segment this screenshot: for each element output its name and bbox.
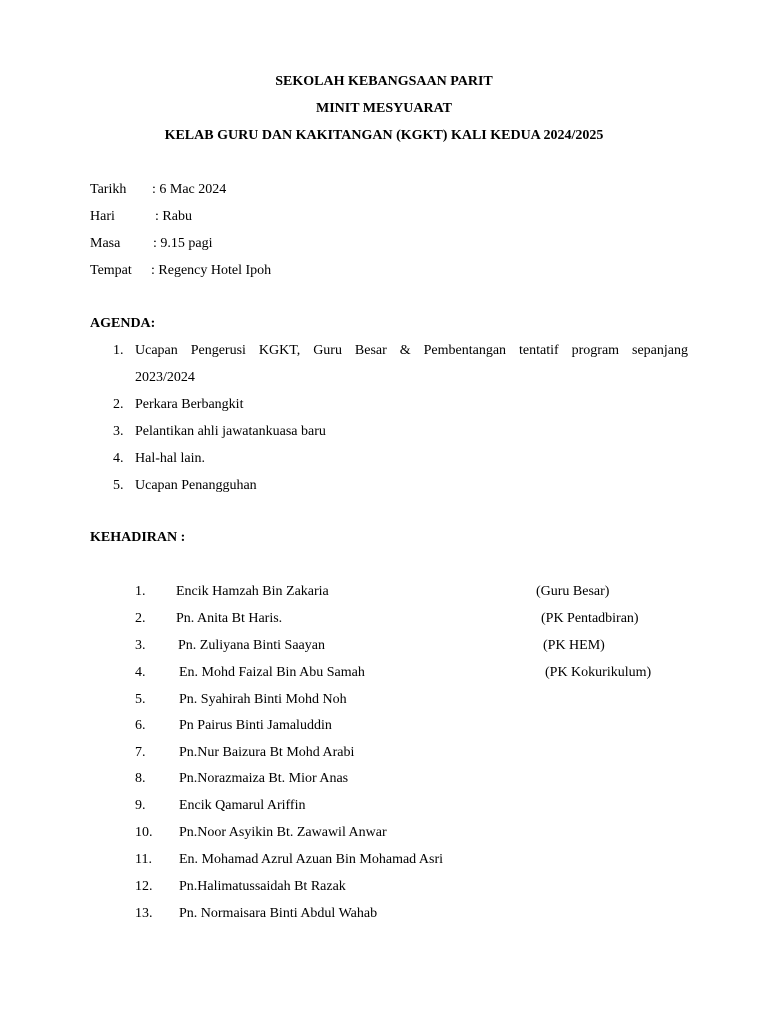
agenda-item-text: Ucapan Pengerusi KGKT, Guru Besar & Pembentangan tentatif program sepanjang [135,343,688,358]
attendance-name: Encik Qamarul Ariffin [179,798,306,813]
agenda-item-number: 4. [113,451,124,466]
agenda-item-number: 1. [113,343,124,358]
attendance-number: 10. [135,825,153,840]
agenda-item-number: 5. [113,478,124,493]
attendance-name: En. Mohd Faizal Bin Abu Samah [179,665,365,680]
agenda-item-text: Hal-hal lain. [135,451,205,466]
attendance-role: (PK HEM) [543,638,605,653]
attendance-number: 5. [135,692,146,707]
attendance-name: Pn.Norazmaiza Bt. Mior Anas [179,771,349,786]
attendance-name: Pn Pairus Binti Jamaluddin [179,718,332,733]
attendance-number: 8. [135,771,146,786]
agenda-item-number: 2. [113,397,124,412]
info-label-date: Tarikh [90,182,127,197]
attendance-name: Pn.Noor Asyikin Bt. Zawawil Anwar [179,825,387,840]
attendance-heading: KEHADIRAN : [90,530,186,545]
attendance-number: 12. [135,879,153,894]
document-title: MINIT MESYUARAT [316,101,452,116]
agenda-heading: AGENDA: [90,316,156,331]
attendance-role: (PK Kokurikulum) [545,665,652,680]
attendance-role: (PK Pentadbiran) [541,611,639,626]
info-value-venue: : Regency Hotel Ipoh [151,263,272,278]
attendance-role: (Guru Besar) [536,584,610,599]
agenda-item-number: 3. [113,424,124,439]
attendance-number: 2. [135,611,146,626]
attendance-number: 4. [135,665,146,680]
attendance-name: Pn. Zuliyana Binti Saayan [178,638,325,653]
attendance-name: Pn. Syahirah Binti Mohd Noh [179,692,347,707]
attendance-name: Pn.Nur Baizura Bt Mohd Arabi [179,745,355,760]
attendance-name: Encik Hamzah Bin Zakaria [176,584,329,599]
attendance-name: En. Mohamad Azrul Azuan Bin Mohamad Asri [179,852,444,867]
info-label-time: Masa [90,236,121,251]
info-label-venue: Tempat [90,263,132,278]
attendance-name: Pn. Anita Bt Haris. [176,611,283,626]
attendance-name: Pn. Normaisara Binti Abdul Wahab [179,906,378,921]
attendance-number: 3. [135,638,146,653]
attendance-name: Pn.Halimatussaidah Bt Razak [179,879,346,894]
attendance-number: 13. [135,906,153,921]
agenda-item-text: Ucapan Penangguhan [135,478,257,493]
meeting-title: KELAB GURU DAN KAKITANGAN (KGKT) KALI KEDUA 2024/2025 [164,128,604,143]
attendance-number: 1. [135,584,146,599]
attendance-number: 6. [135,718,146,733]
info-label-day: Hari [90,209,115,224]
school-name: SEKOLAH KEBANGSAAN PARIT [275,74,493,89]
agenda-item-text: Perkara Berbangkit [135,397,244,412]
info-value-day: : Rabu [155,209,192,224]
attendance-number: 11. [135,852,152,867]
attendance-number: 9. [135,798,146,813]
info-value-time: : 9.15 pagi [153,236,213,251]
agenda-item-text-continued: 2023/2024 [135,370,195,385]
info-value-date: : 6 Mac 2024 [152,182,227,197]
agenda-item-text: Pelantikan ahli jawatankuasa baru [135,424,326,439]
attendance-number: 7. [135,745,146,760]
